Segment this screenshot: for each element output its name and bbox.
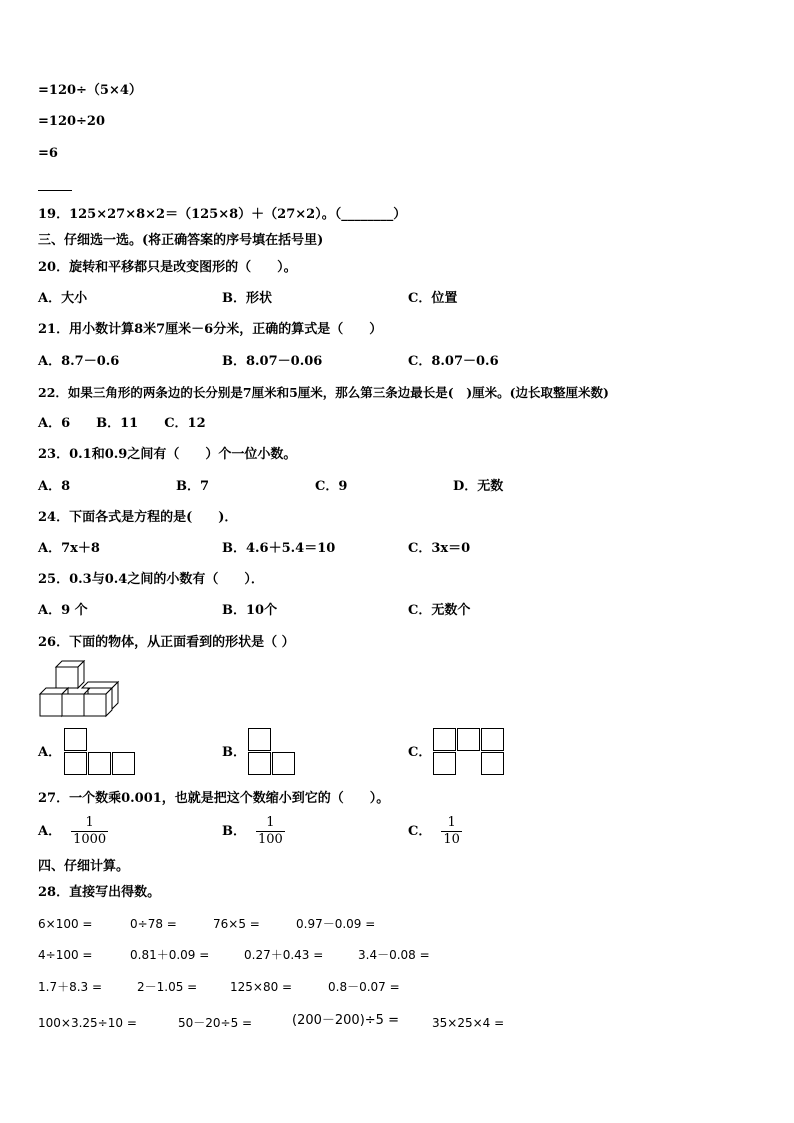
fraction-c: $\frac{1}{10}$ [443, 815, 460, 847]
question-24: 24．下面各式是方程的是( )． [38, 510, 238, 525]
q21-option-b[interactable]: B．8.07－0.06 [222, 354, 323, 369]
q20-option-b[interactable]: B．形状 [222, 291, 272, 306]
section-3-title: 三、仔细选一选。(将正确答案的序号填在括号里) [38, 233, 324, 248]
question-28: 28．直接写出得数。 [38, 885, 161, 900]
calc-r2-1: 4÷100 = [38, 948, 93, 962]
q27-option-a-label: A． [38, 824, 62, 839]
prev-step-1: =120÷（5×4） [38, 83, 142, 98]
question-21: 21．用小数计算8米7厘米－6分米，正确的算式是（ ） [38, 322, 383, 337]
question-25: 25．0.3与0.4之间的小数有（ ）． [38, 572, 264, 587]
q27-option-a[interactable] [38, 815, 108, 848]
q27-option-c-label: C． [408, 824, 432, 839]
q20-option-c[interactable]: C．位置 [408, 291, 458, 306]
question-27: 27．一个数乘0.001，也就是把这个数缩小到它的（ ）。 [38, 791, 390, 806]
section-4-title: 四、仔细计算。 [38, 859, 130, 874]
q25-option-b[interactable]: B．10个 [222, 603, 278, 618]
question-23: 23．0.1和0.9之间有（ ）个一位小数。 [38, 447, 297, 462]
prev-step-3: =6 [38, 146, 58, 161]
calc-r3-1: 1.7＋8.3 = [38, 980, 103, 994]
prev-step-2: =120÷20 [38, 114, 106, 129]
question-20: 20．旋转和平移都只是改变图形的（ ）。 [38, 260, 297, 275]
question-19: 19．125×27×8×2＝（125×8）＋（27×2）。（________） [38, 207, 407, 222]
q23-option-a[interactable]: A．8 [38, 479, 71, 494]
q21-option-a[interactable]: A．8.7－0.6 [38, 354, 120, 369]
q27-option-b-label: B． [222, 824, 246, 839]
fraction-b: $\frac{1}{100}$ [258, 815, 283, 847]
q25-option-c[interactable]: C．无数个 [408, 603, 471, 618]
q27-option-b[interactable] [222, 815, 285, 848]
question-26: 26．下面的物体，从正面看到的形状是（ ） [38, 635, 295, 650]
calc-r1-3: 76×5 = [213, 917, 260, 931]
calc-r4-2: 50－20÷5 = [178, 1016, 253, 1030]
q21-option-c[interactable]: C．8.07－0.6 [408, 354, 499, 369]
q20-option-a[interactable]: A．大小 [38, 291, 88, 306]
calc-r1-2: 0÷78 = [130, 917, 177, 931]
q23-option-d[interactable]: D．无数 [453, 479, 504, 494]
q24-option-c[interactable]: C．3x＝0 [408, 541, 471, 556]
q23-option-b[interactable]: B．7 [176, 479, 210, 494]
calc-r3-2: 2－1.05 = [137, 980, 198, 994]
calc-r4-1: 100×3.25÷10 = [38, 1016, 137, 1030]
q26-option-b-label[interactable]: B． [222, 745, 246, 760]
q25-option-a[interactable]: A．9 个 [38, 603, 88, 618]
q24-option-a[interactable]: A．7x＋8 [38, 541, 100, 556]
calc-r2-3: 0.27＋0.43 = [244, 948, 324, 962]
calc-r1-4: 0.97－0.09 = [296, 917, 376, 931]
calc-r3-3: 125×80 = [230, 980, 293, 994]
calc-r4-4: 35×25×4 = [432, 1016, 505, 1030]
q27-option-c[interactable] [408, 815, 462, 848]
answer-blank-line [38, 190, 72, 191]
calc-r3-4: 0.8－0.07 = [328, 980, 400, 994]
calc-r4-3: (200－200)÷5 = [292, 1013, 399, 1028]
q24-option-b[interactable]: B．4.6＋5.4＝10 [222, 541, 336, 556]
calc-r1-1: 6×100 = [38, 917, 93, 931]
q26-option-c-label[interactable]: C． [408, 745, 432, 760]
q22-options[interactable]: A．6 B．11 C．12 [38, 416, 206, 431]
cube-stack-figure [38, 660, 122, 722]
calc-r2-4: 3.4－0.08 = [358, 948, 430, 962]
q23-option-c[interactable]: C．9 [315, 479, 348, 494]
fraction-a: $\frac{1}{1000}$ [73, 815, 107, 847]
q26-option-a-label[interactable]: A． [38, 745, 62, 760]
question-22: 22．如果三角形的两条边的长分别是7厘米和5厘米，那么第三条边最长是( )厘米。(边长取整厘米数) [38, 385, 609, 400]
calc-r2-2: 0.81＋0.09 = [130, 948, 210, 962]
